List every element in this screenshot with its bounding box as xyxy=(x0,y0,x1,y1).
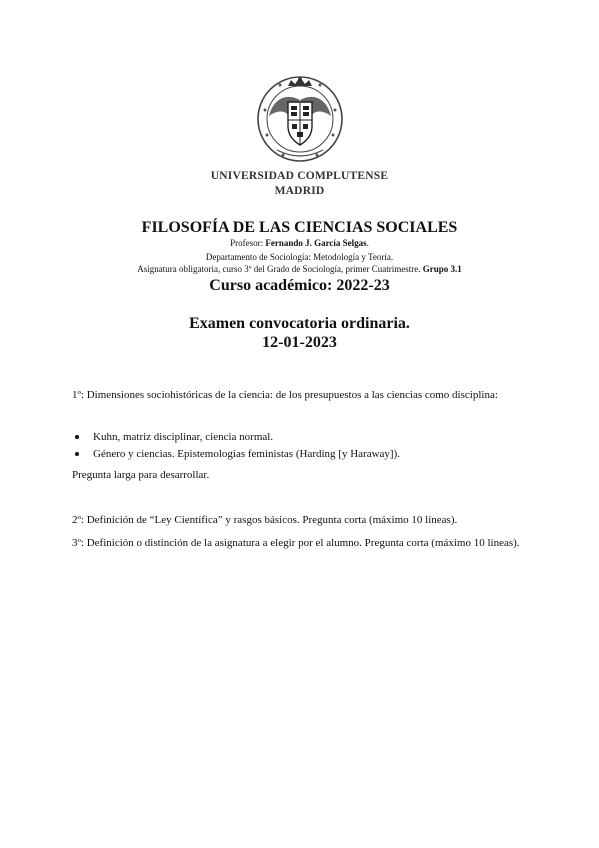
university-city: MADRID xyxy=(274,185,325,197)
bullet-icon xyxy=(75,452,79,456)
academic-year: Curso académico: 2022-23 xyxy=(209,277,390,294)
professor-label: Profesor: xyxy=(230,238,266,248)
exam-date: 12-01-2023 xyxy=(262,334,337,351)
question-1-note: Pregunta larga para desarrollar. xyxy=(72,469,210,481)
department-line: Departamento de Sociología: Metodología y Teoría. xyxy=(205,252,394,262)
list-item xyxy=(72,429,528,446)
group-label: Grupo 3.1 xyxy=(422,264,462,274)
question-3: 3º: Definición o distinción de la asignatura a elegir por el alumno. Pregunta corta (máximo 10 líneas). xyxy=(72,537,520,549)
list-item xyxy=(72,446,528,463)
bullet-text: Kuhn, matriz disciplinar, ciencia normal. xyxy=(93,431,274,443)
question-1-bullets xyxy=(72,429,528,463)
professor-line xyxy=(0,238,599,248)
question-2: 2º: Definición de “Ley Científica” y rasgos básicos. Pregunta corta (máximo 10 líneas). xyxy=(72,514,458,526)
exam-title: Examen convocatoria ordinaria. xyxy=(189,315,410,332)
question-1: 1º: Dimensiones sociohistóricas de la ciencia: de los presupuestos a las ciencias como disciplina: xyxy=(72,389,498,401)
bullet-text: Género y ciencias. Epistemologías feministas (Harding [y Haraway]). xyxy=(93,448,400,460)
subject-line xyxy=(0,264,599,274)
course-title: FILOSOFÍA DE LAS CIENCIAS SOCIALES xyxy=(141,219,458,236)
professor-name: Fernando J. García Selgas xyxy=(265,238,367,248)
professor-end: . xyxy=(366,238,369,248)
ucm-seal-icon xyxy=(255,70,345,168)
bullet-icon xyxy=(75,435,79,439)
subject-info: Asignatura obligatoria, curso 3º del Grado de Sociología, primer Cuatrimestre. xyxy=(137,264,423,274)
university-name: UNIVERSIDAD COMPLUTENSE xyxy=(210,170,389,182)
